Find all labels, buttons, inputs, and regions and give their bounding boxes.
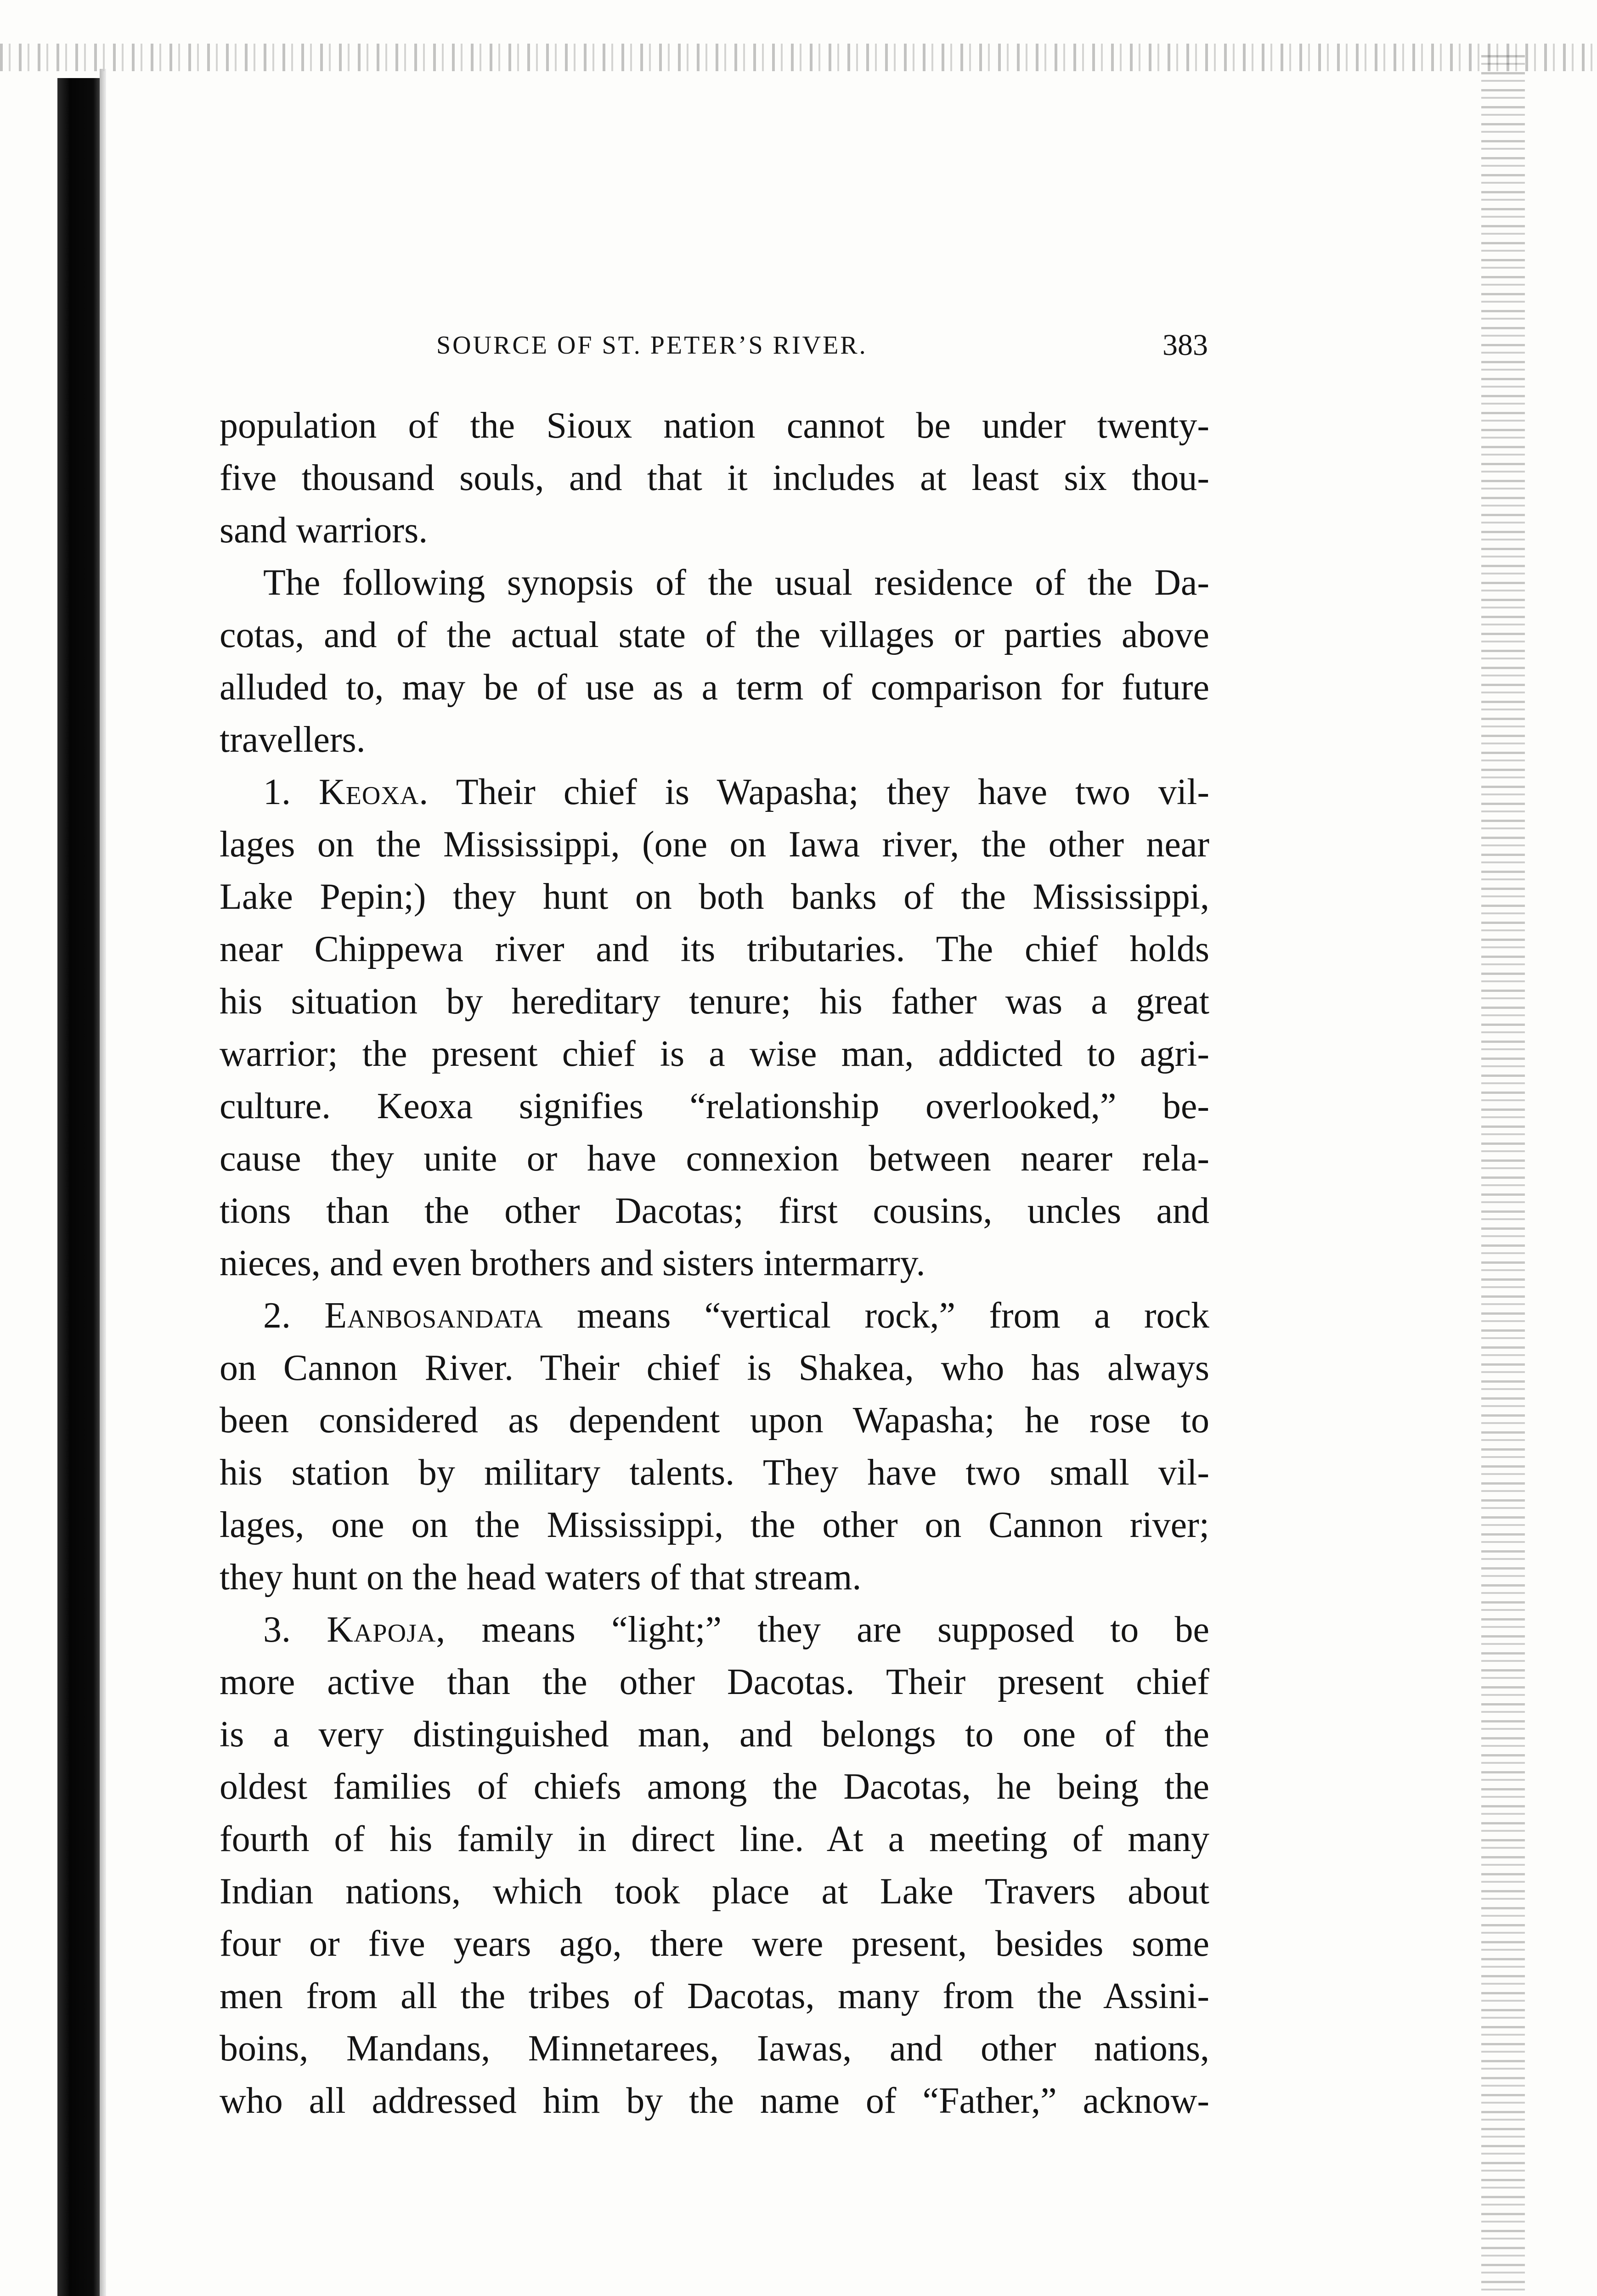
- text-line: near Chippewa river and its tributaries. The chief holds: [220, 929, 1209, 969]
- text-line: cause they unite or have connexion between nearer rela-: [220, 1138, 1209, 1179]
- text-line: is a very distinguished man, and belongs to one of the: [220, 1714, 1209, 1755]
- page-top-edge: [0, 44, 1597, 71]
- paragraph-synopsis-intro: [220, 557, 1209, 766]
- text-line: his situation by hereditary tenure; his father was a great: [220, 981, 1209, 1022]
- text-line: population of the Sioux nation cannot be under twenty-: [220, 405, 1209, 446]
- text-line: lages, one on the Mississippi, the other on Cannon river;: [220, 1505, 1209, 1545]
- text-line: they hunt on the head waters of that stream.: [220, 1557, 862, 1598]
- text-line: his station by military talents. They have two small vil-: [220, 1452, 1209, 1493]
- paragraph-eanbosandata: [220, 1289, 1209, 1604]
- text-line: on Cannon River. Their chief is Shakea, who has always: [220, 1348, 1209, 1388]
- page-header: [220, 328, 1208, 372]
- text-line: lages on the Mississippi, (one on Iawa river, the other near: [220, 824, 1209, 865]
- line-text: means “vertical rock,” from a rock: [543, 1295, 1210, 1336]
- text-line: fourth of his family in direct line. At a meeting of many: [220, 1819, 1209, 1859]
- text-line: sand warriors.: [220, 510, 428, 551]
- text-line: Lake Pepin;) they hunt on both banks of the Mississippi,: [220, 877, 1209, 917]
- text-line: [220, 1289, 1209, 1342]
- running-title: SOURCE OF ST. PETER’S RIVER.: [436, 331, 868, 360]
- binding-spine: [57, 78, 100, 2296]
- page-right-edge: [1481, 55, 1525, 2296]
- text-line: been considered as dependent upon Wapasha; he rose to: [220, 1400, 1209, 1441]
- text-line: four or five years ago, there were present, besides some: [220, 1924, 1209, 1964]
- paragraph-keoxa: [220, 766, 1209, 1289]
- tribe-name: Keoxa.: [318, 772, 429, 812]
- paragraph-kapoja: [220, 1604, 1209, 2127]
- entry-number: 2.: [263, 1295, 291, 1336]
- tribe-name: Eanbosandata: [324, 1295, 543, 1336]
- text-line: boins, Mandans, Minnetarees, Iawas, and other nations,: [220, 2028, 1209, 2069]
- line-text: means “light;” they are supposed to be: [446, 1609, 1209, 1650]
- body-text: [220, 400, 1209, 2127]
- entry-number: 3.: [263, 1609, 291, 1650]
- text-line: nieces, and even brothers and sisters intermarry.: [220, 1243, 925, 1283]
- text-line: [220, 766, 1209, 818]
- binding-shadow: [100, 69, 106, 2296]
- text-line: [220, 1604, 1209, 1656]
- line-text: Their chief is Wapasha; they have two vil-: [429, 772, 1210, 812]
- text-line: warrior; the present chief is a wise man, addicted to agri-: [220, 1034, 1209, 1074]
- text-line: five thousand souls, and that it includes at least six thou-: [220, 458, 1209, 498]
- text-line: tions than the other Dacotas; first cousins, uncles and: [220, 1191, 1209, 1231]
- text-line: alluded to, may be of use as a term of comparison for future: [220, 667, 1209, 708]
- page-number: 383: [1162, 328, 1208, 362]
- text-line: men from all the tribes of Dacotas, many from the Assini-: [220, 1976, 1209, 2016]
- text-line: cotas, and of the actual state of the villages or parties above: [220, 615, 1209, 655]
- text-line: culture. Keoxa signifies “relationship overlooked,” be-: [220, 1086, 1209, 1126]
- text-line: who all addressed him by the name of “Father,” acknow-: [220, 2081, 1209, 2121]
- text-line: more active than the other Dacotas. Their present chief: [220, 1662, 1209, 1702]
- text-line: oldest families of chiefs among the Dacotas, he being the: [220, 1767, 1209, 1807]
- text-line: The following synopsis of the usual residence of the Da-: [263, 563, 1209, 603]
- tribe-name: Kapoja,: [327, 1609, 446, 1650]
- text-line: Indian nations, which took place at Lake Travers about: [220, 1871, 1209, 1912]
- text-line: travellers.: [220, 720, 366, 760]
- paragraph-continuation: [220, 400, 1209, 557]
- entry-number: 1.: [263, 772, 291, 812]
